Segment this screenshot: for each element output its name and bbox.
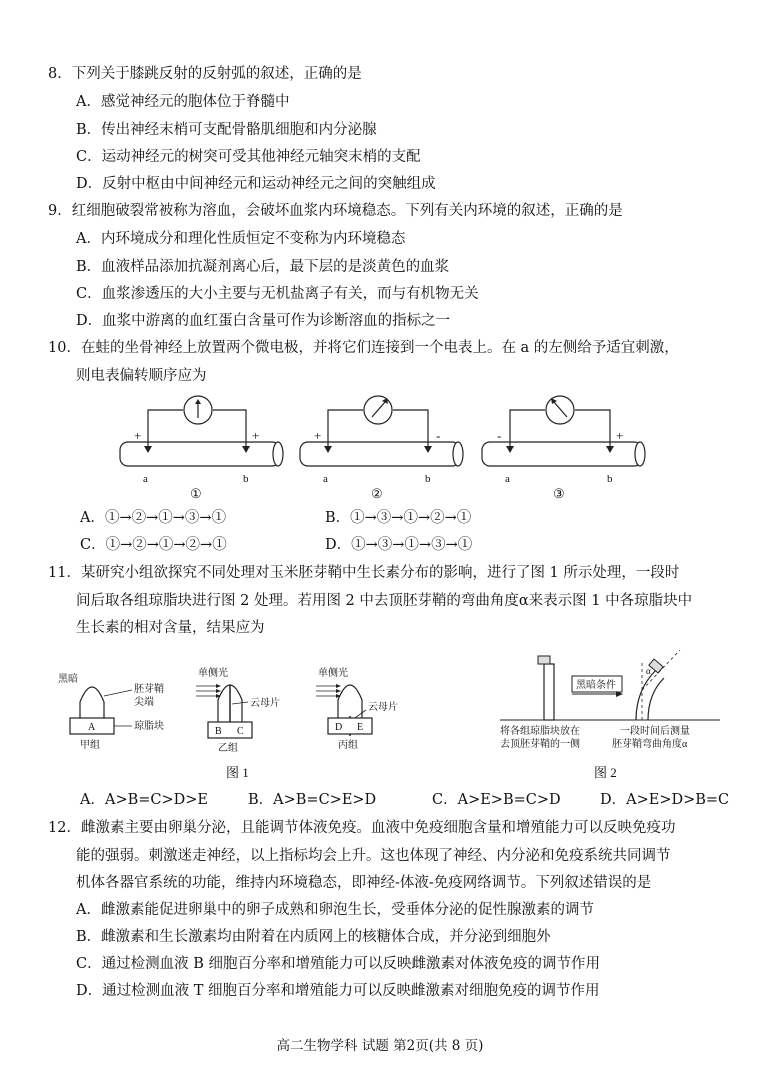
fig3-label-b: b (607, 473, 613, 485)
page-footer: 高二生物学科 试题 第2页(共 8 页) (276, 1038, 484, 1054)
label-light-2: 单侧光 (318, 668, 348, 679)
group-2-label: 乙组 (218, 743, 238, 754)
q12-option-d: D．通过检测血液 T 细胞百分率和增殖能力可以反映雌激素对细胞免疫的调节作用 (76, 983, 600, 999)
block-e: E (357, 722, 364, 733)
label-agar: 琼脂块 (134, 721, 164, 732)
fig2-right-desc-1: 一段时间后测量 (620, 726, 690, 737)
block-c: C (237, 726, 244, 737)
label-dark: 黑暗 (58, 674, 78, 685)
q8-option-d: D．反射中枢由中间神经元和运动神经元之间的突触组成 (76, 176, 436, 192)
fig2-right-sign: - (436, 428, 441, 443)
q11-figure-2 (500, 650, 720, 780)
block-a: A (88, 722, 96, 733)
q9-option-a: A．内环境成分和理化性质恒定不变称为内环境稳态 (76, 231, 406, 247)
q11-stem-line1: 11．某研究小组欲探究不同处理对玉米胚芽鞘中生长素分布的影响，进行了图 1 所示处理，一段时 (48, 565, 680, 581)
label-alpha: α (646, 666, 651, 676)
q9-stem: 9．红细胞破裂常被称为溶血，会破坏血浆内环境稳态。下列有关内环境的叙述，正确的是 (48, 203, 623, 219)
q8-option-b: B．传出神经末梢可支配骨骼肌细胞和内分泌腺 (76, 122, 377, 138)
label-mica-2: 云母片 (368, 702, 398, 713)
q11-option-d: D．A>E>D>B=C (600, 792, 730, 808)
fig1-number: ① (190, 486, 202, 501)
label-tip: 尖端 (134, 697, 154, 708)
group-1-label: 甲组 (80, 740, 100, 751)
fig3-right-sign: + (616, 428, 624, 443)
fig2-label-a: a (323, 473, 328, 485)
q8-option-a: A．感觉神经元的胞体位于脊髓中 (76, 94, 290, 110)
q10-stem-line1: 10．在蛙的坐骨神经上放置两个微电极，并将它们连接到一个电表上。在 a 的左侧给予适宜刺激， (48, 340, 679, 356)
q11-option-a: A．A>B=C>D>E (80, 792, 209, 808)
fig1-label-a: a (143, 473, 148, 485)
q10-option-c: C．①→②→①→②→① (80, 537, 227, 553)
q8-option-c: C．运动神经元的树突可受其他神经元轴突末梢的支配 (76, 149, 421, 165)
fig1-left-sign: + (134, 428, 142, 443)
q11-option-c: C．A>E>B=C>D (432, 792, 561, 808)
q11-figures (0, 650, 760, 785)
q10-stem-line2: 则电表偏转顺序应为 (76, 368, 207, 384)
fig2-left-sign: + (314, 428, 322, 443)
q8-stem: 8．下列关于膝跳反射的反射弧的叙述，正确的是 (48, 66, 362, 82)
q10-option-a: A．①→②→①→③→① (80, 510, 227, 526)
fig2-left-desc-1: 将各组琼脂块放在 (500, 726, 580, 737)
q9-option-b: B．血液样品添加抗凝剂离心后，最下层的是淡黄色的血浆 (76, 259, 450, 275)
q11-stem-line2: 间后取各组琼脂块进行图 2 处理。若用图 2 中去顶胚芽鞘的弯曲角度α来表示图 1 中各琼脂块中 (76, 593, 693, 609)
meter-icon (546, 396, 574, 424)
fig3-label-a: a (505, 473, 510, 485)
block-d: D (335, 722, 343, 733)
fig2-right-desc-2: 胚芽鞘弯曲角度α (612, 739, 688, 750)
q11-stem-line3: 生长素的相对含量，结果应为 (76, 620, 265, 636)
q9-option-c: C．血浆渗透压的大小主要与无机盐离子有关，而与有机物无关 (76, 286, 479, 302)
q10-option-d: D．①→③→①→③→① (325, 537, 473, 553)
q11-option-b: B．A>B=C>E>D (248, 792, 377, 808)
fig2-label-b: b (425, 473, 431, 485)
q12-option-a: A．雌激素能促进卵巢中的卵子成熟和卵泡生长，受垂体分泌的促性腺激素的调节 (76, 902, 594, 918)
label-dark-condition: 黑暗条件 (576, 680, 616, 691)
group-3-label: 丙组 (338, 740, 358, 751)
q12-option-c: C．通过检测血液 B 细胞百分率和增殖能力可以反映雌激素对体液免疫的调节作用 (76, 956, 600, 972)
fig1-right-sign: + (252, 428, 260, 443)
q10-figure-2 (300, 396, 463, 501)
q10-figure-1 (120, 396, 283, 501)
q10-figure-3 (482, 396, 645, 501)
q12-option-b: B．雌激素和生长激素均由附着在内质网上的核糖体合成，并分泌到细胞外 (76, 929, 551, 945)
q10-electrode-figures (0, 390, 760, 505)
q10-option-b: B．①→③→①→②→① (325, 510, 472, 526)
q9-option-d: D．血浆中游离的血红蛋白含量可作为诊断溶血的指标之一 (76, 313, 451, 329)
fig2-left-desc-2: 去顶胚芽鞘的一侧 (500, 739, 580, 750)
block-b: B (215, 726, 222, 737)
q12-stem-line2: 能的强弱。刺激迷走神经，以上指标均会上升。这也体现了神经、内分泌和免疫系统共同调节 (76, 848, 671, 864)
figure-2-caption: 图 2 (594, 765, 617, 780)
label-light-1: 单侧光 (198, 668, 228, 679)
fig3-number: ③ (553, 486, 565, 501)
fig3-left-sign: - (497, 428, 502, 443)
fig2-number: ② (371, 486, 383, 501)
label-coleoptile: 胚芽鞘 (134, 684, 164, 695)
figure-1-caption: 图 1 (226, 765, 249, 780)
fig1-label-b: b (243, 473, 249, 485)
q12-stem-line3: 机体各器官系统的功能，维持内环境稳态，即神经-体液-免疫网络调节。下列叙述错误的是 (76, 875, 652, 891)
label-mica-1: 云母片 (250, 698, 280, 709)
q12-stem-line1: 12．雌激素主要由卵巢分泌，且能调节体液免疫。血液中免疫细胞含量和增殖能力可以反映免疫功 (48, 820, 676, 836)
q11-figure-1 (58, 666, 398, 780)
